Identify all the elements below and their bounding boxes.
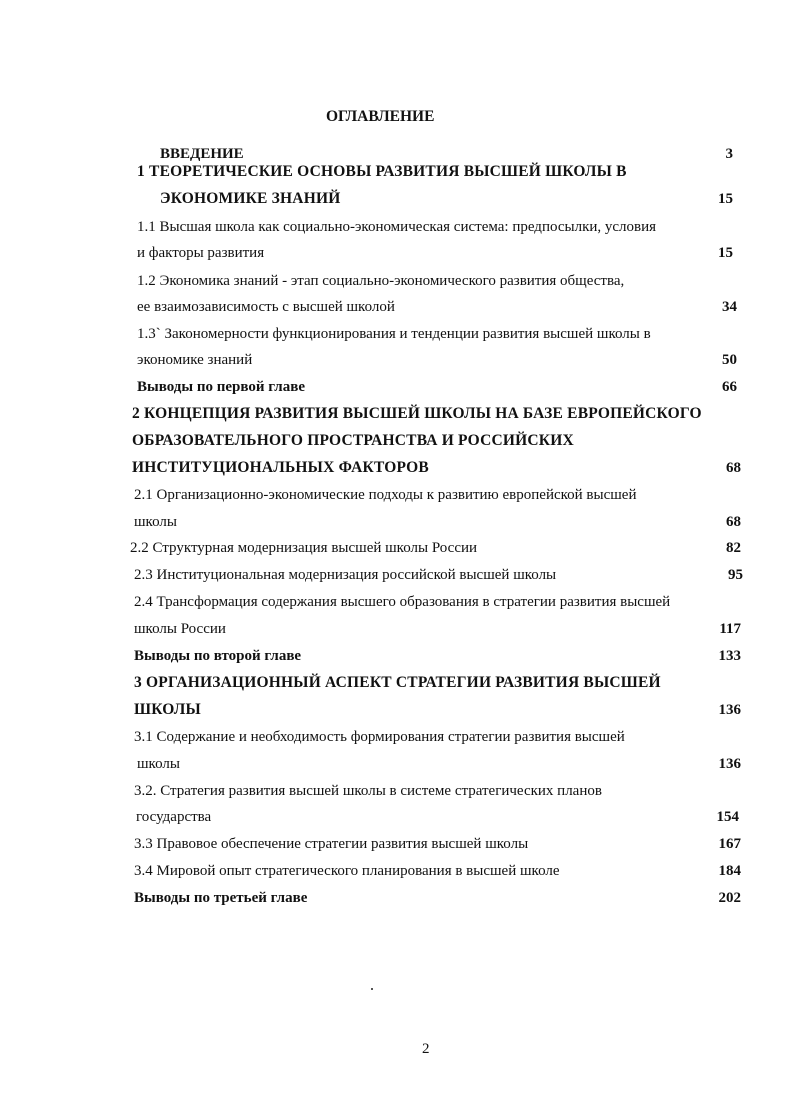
toc-page-number: 133 — [718, 648, 741, 664]
toc-page-number: 34 — [722, 299, 737, 315]
toc-chapter-heading: ШКОЛЫ — [134, 701, 201, 718]
toc-line: ее взаимозависимость с высшей школой — [137, 299, 395, 315]
toc-line: 2.2 Структурная модернизация высшей школы России — [130, 540, 478, 556]
toc-line: 2.4 Трансформация содержания высшего образования в стратегии развития высшей — [134, 594, 671, 610]
toc-line: школы — [137, 756, 180, 772]
toc-line: 2.1 Организационно-экономические подходы к развитию европейской высшей — [134, 487, 637, 503]
toc-page-number: 117 — [719, 621, 741, 637]
toc-line: 1.1 Высшая школа как социально-экономическая система: предпосылки, условия — [137, 219, 657, 235]
toc-line: экономике знаний — [137, 352, 253, 368]
toc-page-number: 50 — [722, 352, 737, 368]
scan-speck — [371, 988, 373, 990]
toc-chapter-summary: Выводы по первой главе — [137, 379, 305, 395]
toc-chapter-heading: ОБРАЗОВАТЕЛЬНОГО ПРОСТРАНСТВА И РОССИЙСКИХ — [132, 432, 574, 449]
toc-line: государства — [136, 809, 212, 825]
toc-title: ОГЛАВЛЕНИЕ — [326, 108, 435, 125]
toc-chapter-summary: Выводы по второй главе — [134, 648, 302, 664]
toc-page-number: 66 — [722, 379, 737, 395]
toc-page-number: 184 — [718, 863, 741, 879]
toc-chapter-heading: ЭКОНОМИКЕ ЗНАНИЙ — [160, 190, 341, 207]
toc-page-number: 154 — [716, 809, 739, 825]
toc-line: ВВЕДЕНИЕ — [160, 146, 244, 162]
toc-page-number: 95 — [728, 567, 743, 583]
toc-line: 3.3 Правовое обеспечение стратегии развития высшей школы — [134, 836, 529, 852]
toc-page-number: 136 — [718, 702, 741, 718]
toc-page-number: 15 — [718, 245, 733, 261]
toc-page-number: 82 — [726, 540, 741, 556]
toc-line: и факторы развития — [137, 245, 265, 261]
toc-page-number: 68 — [726, 460, 741, 476]
toc-page-number: 167 — [718, 836, 741, 852]
toc-line: школы России — [134, 621, 226, 637]
footer-page-number: 2 — [422, 1041, 430, 1057]
toc-page-number: 136 — [718, 756, 741, 772]
toc-page-number: 68 — [726, 514, 741, 530]
toc-page-number: 3 — [725, 146, 733, 162]
toc-line: школы — [134, 514, 177, 530]
toc-chapter-heading: 3 ОРГАНИЗАЦИОННЫЙ АСПЕКТ СТРАТЕГИИ РАЗВИТИЯ ВЫСШЕЙ — [134, 674, 661, 691]
toc-line: 1.3` Закономерности функционирования и тенденции развития высшей школы в — [137, 326, 651, 342]
toc-line: 3.4 Мировой опыт стратегического планирования в высшей школе — [134, 863, 560, 879]
toc-chapter-summary: Выводы по третьей главе — [134, 890, 308, 906]
toc-page-number: 202 — [718, 890, 741, 906]
toc-page-number: 15 — [718, 191, 733, 207]
toc-chapter-heading: ИНСТИТУЦИОНАЛЬНЫХ ФАКТОРОВ — [132, 459, 429, 476]
toc-line: 2.3 Институциональная модернизация российской высшей школы — [134, 567, 557, 583]
toc-line: 3.2. Стратегия развития высшей школы в системе стратегических планов — [134, 783, 602, 799]
toc-chapter-heading: 1 ТЕОРЕТИЧЕСКИЕ ОСНОВЫ РАЗВИТИЯ ВЫСШЕЙ ШКОЛЫ В — [137, 163, 627, 180]
toc-line: 3.1 Содержание и необходимость формирования стратегии развития высшей — [134, 729, 625, 745]
toc-chapter-heading: 2 КОНЦЕПЦИЯ РАЗВИТИЯ ВЫСШЕЙ ШКОЛЫ НА БАЗЕ ЕВРОПЕЙСКОГО — [132, 405, 702, 422]
toc-line: 1.2 Экономика знаний - этап социально-экономического развития общества, — [137, 273, 625, 289]
